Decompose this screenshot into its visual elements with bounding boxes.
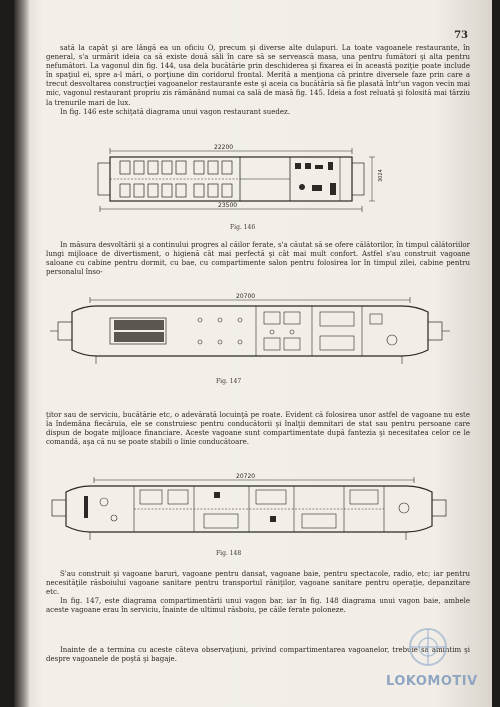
paragraph-3: In măsura desvoltării şi a continului progres al căilor ferate, s'a căutat să se ofere călătorilor, în timpul călătoriilor lungi mijloace de divertisment, o higienă cât mai perfectă şi cât mai mult confort. Astfel s'au construit vagoane saloane cu cabine pentru dormit, cu bae, cu compartimente salon pentru folosirea lor în timpul zilei, cabine pentru personalul înso-: [46, 241, 470, 277]
book-page: [14, 0, 492, 707]
paragraph-5: S'au construit şi vagoane baruri, vagoane pentru dansat, vagoane baie, pentru spectacole, radio, etc; iar pentru necesităţile răsboiului vagoane sanitare pentru transportul răniţilor, vagoane sanitare pentru operaţie, depanzitare etc.: [46, 570, 470, 597]
figure-146-dim-top: 22200: [214, 144, 234, 151]
text-block-2: [46, 241, 470, 277]
text-block-1: [46, 44, 470, 117]
text-block-4: [46, 570, 470, 615]
figure-148-caption: Fig. 148: [216, 550, 242, 557]
figure-146-caption: Fig. 146: [230, 224, 256, 231]
paragraph-7: Inainte de a termina cu aceste câteva observaţiuni, privind compartimentarea vagoanelor, trebuie să amintim şi despre vagoanele de poştă şi bagaje.: [46, 646, 470, 664]
paragraph-4: ţitor sau de serviciu, bucătărie etc, o adevărată locuinţă pe roate. Evident că folosirea unor astfel de vagoane nu este la îndemâna fiecăruia, ele se construiesc pentru conducătorii şi înalţii demnitari de stat sau pentru persoane care dispun de bogate mijloace financiare. Aceste vagoane sunt compartimentate după fantezia şi necesitatea celor ce le comandă, aşa că nu se poate stabili o linie conducătoare.: [46, 411, 470, 447]
figure-147-diagram: [50, 292, 450, 372]
paragraph-2: In fig. 146 este schiţată diagrama unui vagon restaurant suedez.: [60, 107, 290, 116]
lokomotiv-logo-icon: [378, 625, 478, 673]
figure-147-caption: Fig. 147: [216, 378, 242, 385]
page-number: 73: [454, 30, 468, 41]
paragraph-1: sată la capăt şi are lângă ea un oficiu O, precum şi diverse alte dulapuri. La toate vagoanele restaurante, în general, s'a urmărit ideia ca să existe două săli în care să se servească masa, una pentru fumători şi alta pentru nefumători. La vagonul din fig. 144, usa dela bucătărie prin deschiderea şi fixarea ei în această poziţie poate include în spaţiul ei, spre a-l mări, o porţiune din coridorul frontal. Merită a menţiona că printre diversele faze prin care a trecut desvoltarea construcţiei vagoanelor restaurante este şi aceia ca bucătăria să fie plasată într'un vagon vecin mai mic, vagonul restaurant propriu zis rămânând numai ca sală de masă fig. 145. Ideia a fost reluată şi folosită mai târziu la trenurile mari de lux.: [46, 44, 470, 107]
lokomotiv-watermark: [378, 625, 478, 689]
figure-146-dim-bottom: 23500: [218, 202, 238, 209]
paragraph-6: In fig. 147, este diagrama compartimentării unui vagon bar, iar în fig. 148 diagrama unui vagon baie, ambele aceste vagoane erau în serviciu, înainte de ultimul răsboiu, pe căile ferate poloneze.: [46, 597, 470, 615]
figure-146-diagram: [90, 141, 392, 221]
figure-148-dim-top: 20720: [236, 473, 256, 480]
watermark-label: LOKOMOTIV: [386, 674, 478, 689]
figure-147-dim-top: 20700: [236, 293, 256, 300]
figure-148-diagram: [44, 472, 454, 544]
text-block-3: [46, 411, 470, 447]
figure-146-dim-side: 3024: [378, 169, 384, 182]
page-gutter-shadow: [14, 0, 30, 707]
